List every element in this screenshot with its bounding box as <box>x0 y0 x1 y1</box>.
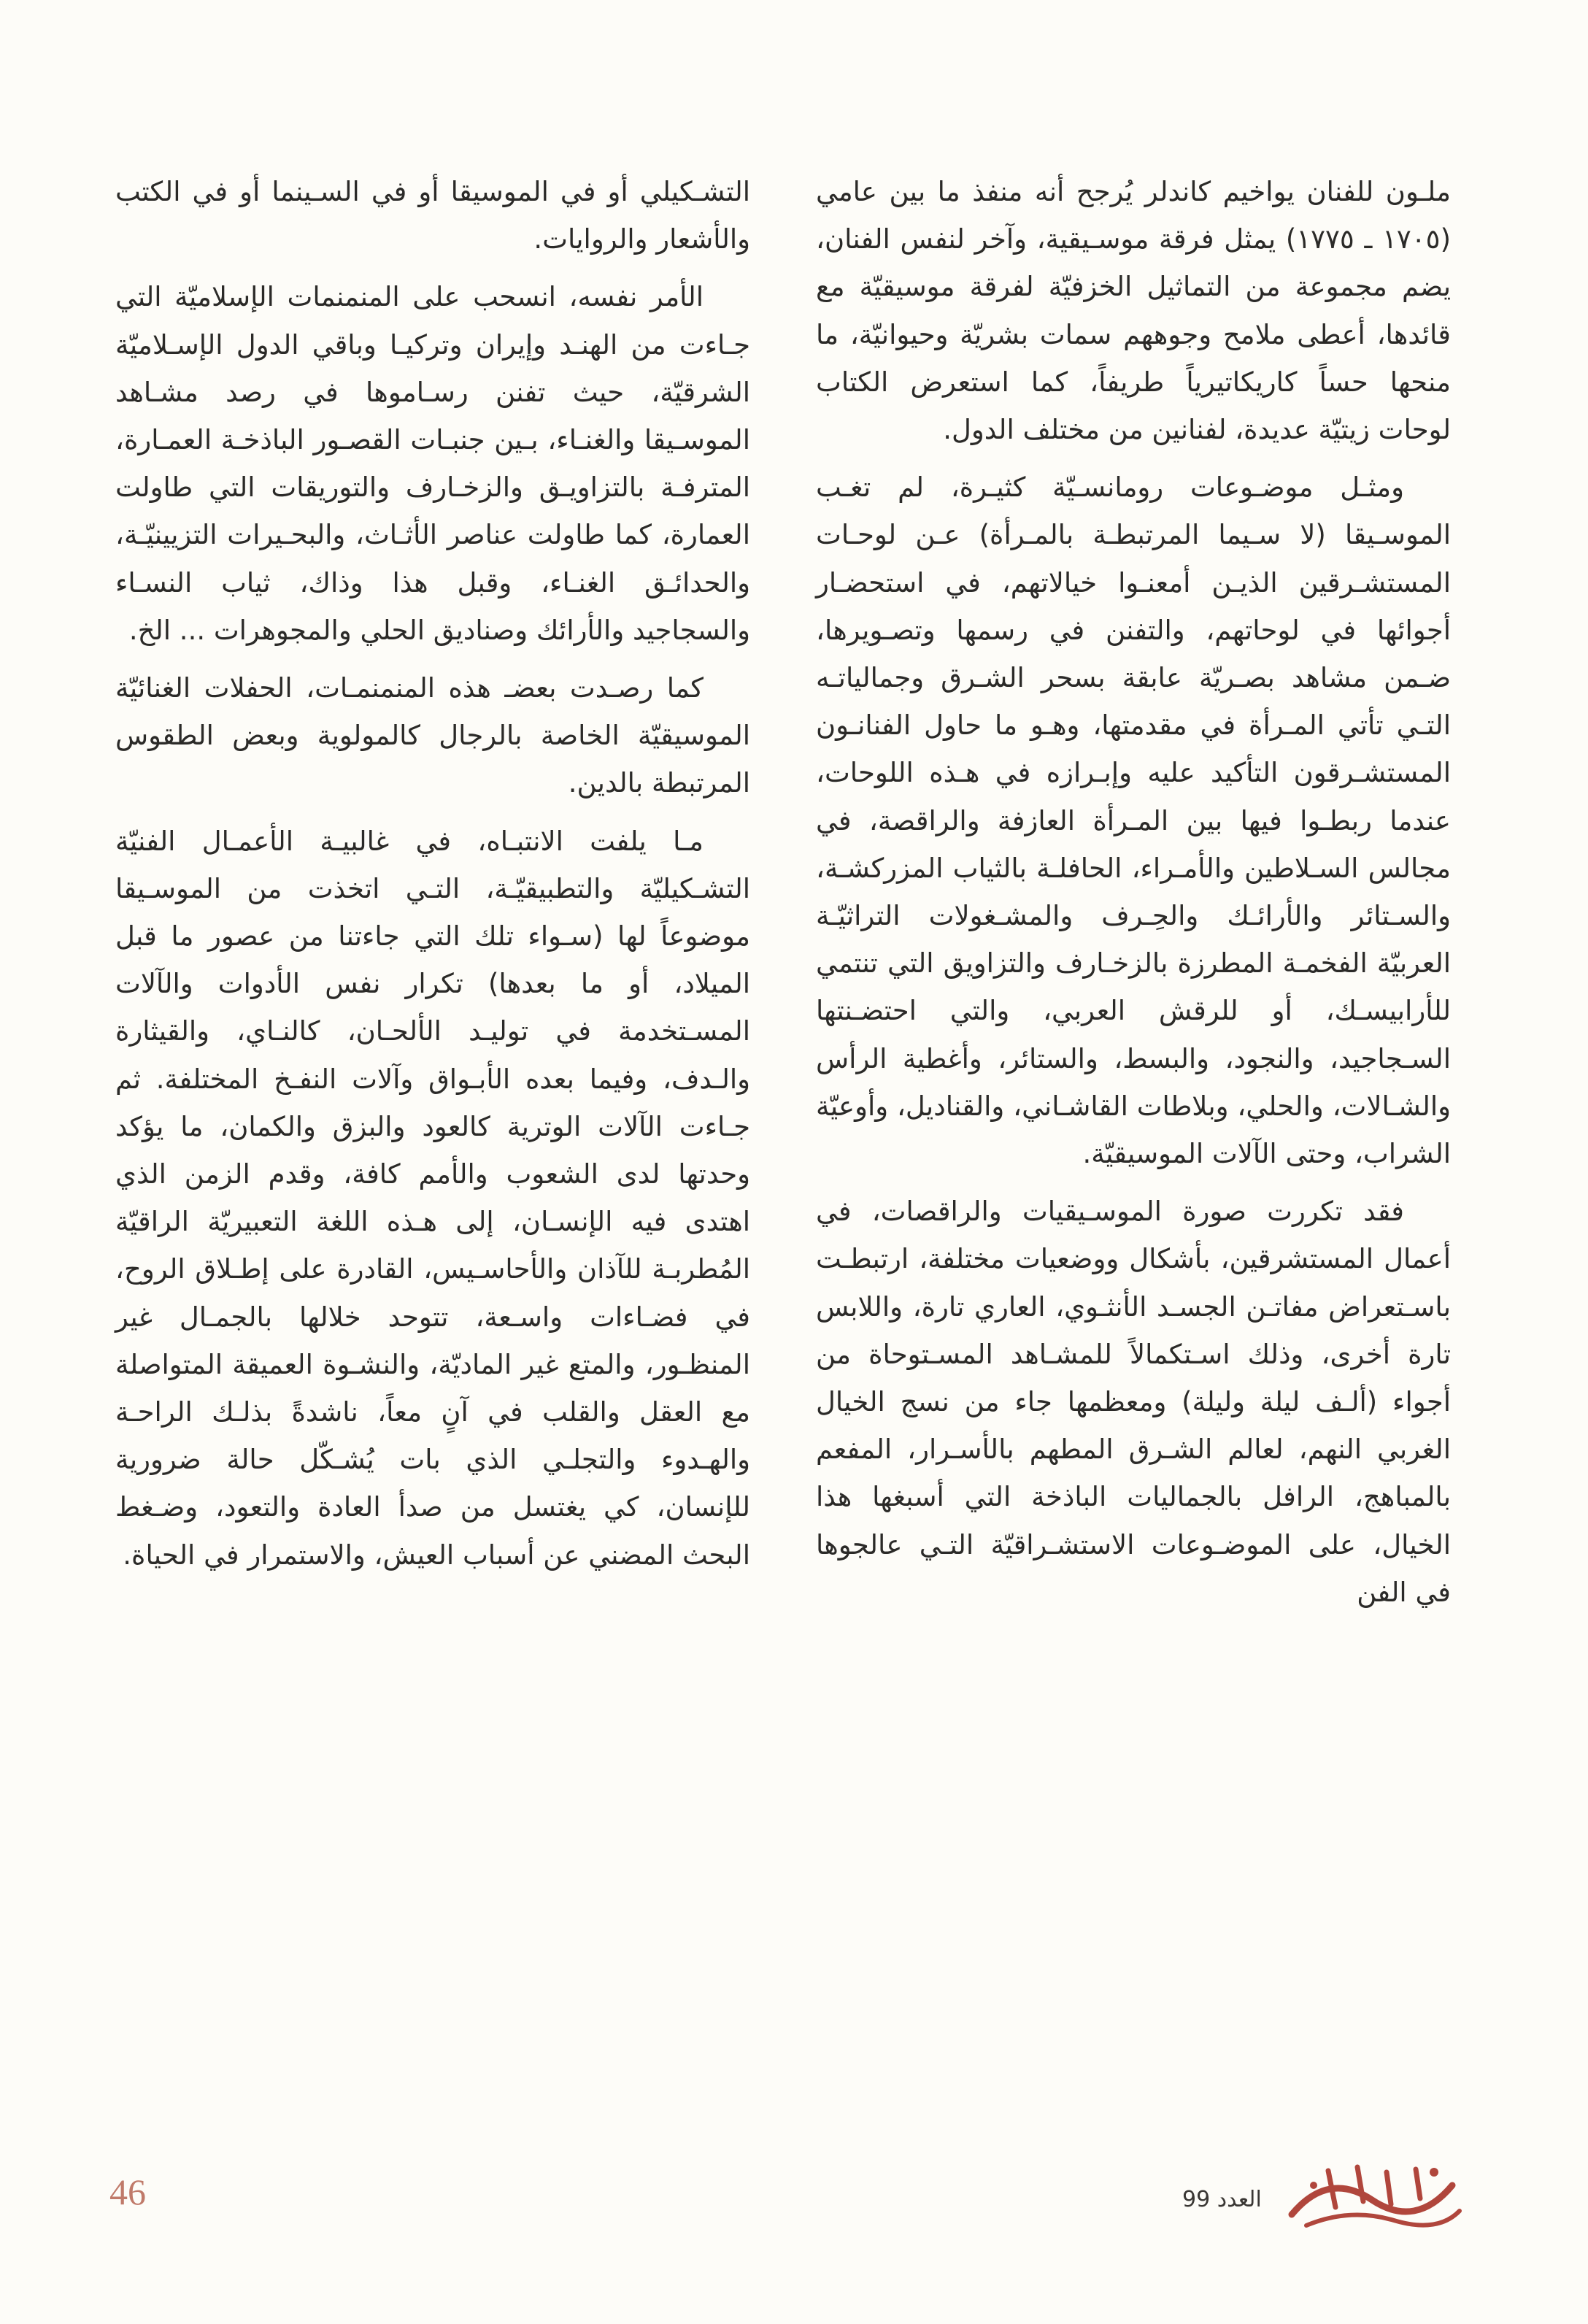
paragraph: الأمر نفسه، انسحب على المنمنمات الإسلاميّة التي جـاءت من الهنـد وإيران وتركيـا وباقي الدول الإسـلاميّة الشرقيّة، حيث تفنن رسـاموها في رصد مشـاهد الموسـيقا والغنـاء، بـين جنبـات القصـور الباذخـة العمـارة، المترفـة بالتزاويـق والزخـارف والتوريقات التي طاولت العمارة، كما طاولت عناصر الأثـاث، والبحـيرات التزيينيّـة، والحدائـق الغنـاء، وقبل هذا وذاك، ثياب النسـاء والسجاجيد والأرائك وصناديق الحلي والمجوهرات ... الخ. <box>115 281 750 646</box>
paragraph: كما رصـدت بعضـ هذه المنمنمـات، الحفلات الغنائيّة الموسيقيّة الخاصة بالرجال كالمولوية وبعض الطقوس المرتبطة بالدين. <box>115 672 750 799</box>
page-number: 46 <box>109 2171 146 2212</box>
paragraph: مـا يلفت الانتبـاه، في غالبيـة الأعمـال الفنيّة التشـكيليّة والتطبيقيّـة، التـي اتخذت من الموسـيقا موضوعاً لها (سـواء تلك التي جاءتنا من عصور ما قبل الميلاد، أو ما بعدها) تكرار نفس الأدوات والآلات المسـتخدمة في توليـد الألحـان، كالنـاي، والقيثارة والـدف، وفيما بعده الأبـواق وآلات النفـخ المختلفة. ثم جـاءت الآلات الوترية كالعود والبزق والكمان، ما يؤكد وحدتها لدى الشعوب والأمم كافة، وقدم الزمن الذي اهتدى فيه الإنسـان، إلى هـذه اللغة التعبيريّة الراقيّة المُطربـة للآذان والأحاسـيس، القادرة على إطـلاق الروح، في فضـاءات واسـعة، تتوحد خلالها بالجمـال غير المنظـور، والمتع غير الماديّة، والنشـوة العميقة المتواصلة مع العقل والقلب في آنٍ معاً، ناشدةً بذلـك الراحـة والهـدوء والتجلـي الذي بات يُشـكّل حالة ضرورية للإنسان، كي يغتسل من صدأ العادة والتعود، وضـغط البحث المضني عن أسباب العيش، والاستمرار في الحياة. <box>115 825 750 1571</box>
issue-number: العدد 99 <box>1182 2187 1262 2212</box>
paragraph: فقد تكررت صورة الموسـيقيات والراقصات، في أعمال المستشرقين، بأشكال ووضعيات مختلفة، ارتبطـت باسـتعراض مفاتـن الجسـد الأنثـوي، العاري تارة، واللابس تارة أخرى، وذلك اسـتكمالاً للمشـاهد المسـتوحاة من أجواء (ألـف ليلة وليلة) ومعظمها جاء من نسج الخيال الغربي النهم، لعالم الشـرق المطهم بالأسـرار، المفعم بالمباهج، الرافل بالجماليات الباذخة التي أسبغها هذا الخيال، على الموضـوعات الاستشـراقيّة التـي عالجوها في الفن <box>816 1196 1451 1608</box>
paragraph: ومثـل موضـوعات رومانسـيّة كثيـرة، لم تغـب الموسـيقا (لا سـيما المرتبطـة بالمـرأة) عـن لوحـات المستشـرقين الذيـن أمعنـوا خيالاتهم، في استحضـار أجوائها في لوحاتهم، والتفنن في رسمها وتصـويرها، ضـمن مشاهد بصـريّة عابقة بسحر الشـرق وجمالياتـه التـي تأتي المـرأة في مقدمتها، وهـو ما حاول الفنانـون المستشـرقون التأكيد عليه وإبـرازه في هـذه اللوحات، عندما ربطـوا فيها بين المـرأة العازفة والراقصة، في مجالس السـلاطين والأمـراء، الحافلـة بالثياب المزركشـة، والسـتائر والأرائـك والحِـرف والمشـغولات التراثيّـة العربيّة الفخمـة المطرزة بالزخـارف والتزاويق التي تنتمي للأرابيسـك، أو للرقش العربي، والتي احتضـنتها السـجاجيد، والنجود، والبسط، والستائر، وأغطية الرأس والشـالات، والحلي، وبلاطات القاشـاني، والقناديل، وأوعيّة الشراب، وحتى الآلات الموسيقيّة. <box>816 472 1451 1170</box>
text-column-right <box>816 168 1451 1616</box>
page-footer <box>0 2161 1588 2248</box>
paragraph: التشـكيلي أو في الموسيقا أو في السـينما أو في الكتب والأشعار والروايات. <box>115 176 750 255</box>
magazine-logo-icon <box>1284 2156 1467 2236</box>
paragraph: ملـون للفنان يواخيم كاندلر يُرجح أنه منفذ ما بين عامي (١٧٠٥ ـ ١٧٧٥) يمثل فرقة موسـيقية، وآخر لنفس الفنان، يضم مجموعة من التماثيل الخزفيّة لفرقة موسيقيّة مع قائدها، أعطى ملامح وجوههم سمات بشريّة وحيوانيّة، ما منحها حساً كاريكاتيرياً طريفاً، كما استعرض الكتاب لوحات زيتيّة عديدة، لفنانين من مختلف الدول. <box>816 176 1451 446</box>
text-column-left <box>115 168 750 1579</box>
